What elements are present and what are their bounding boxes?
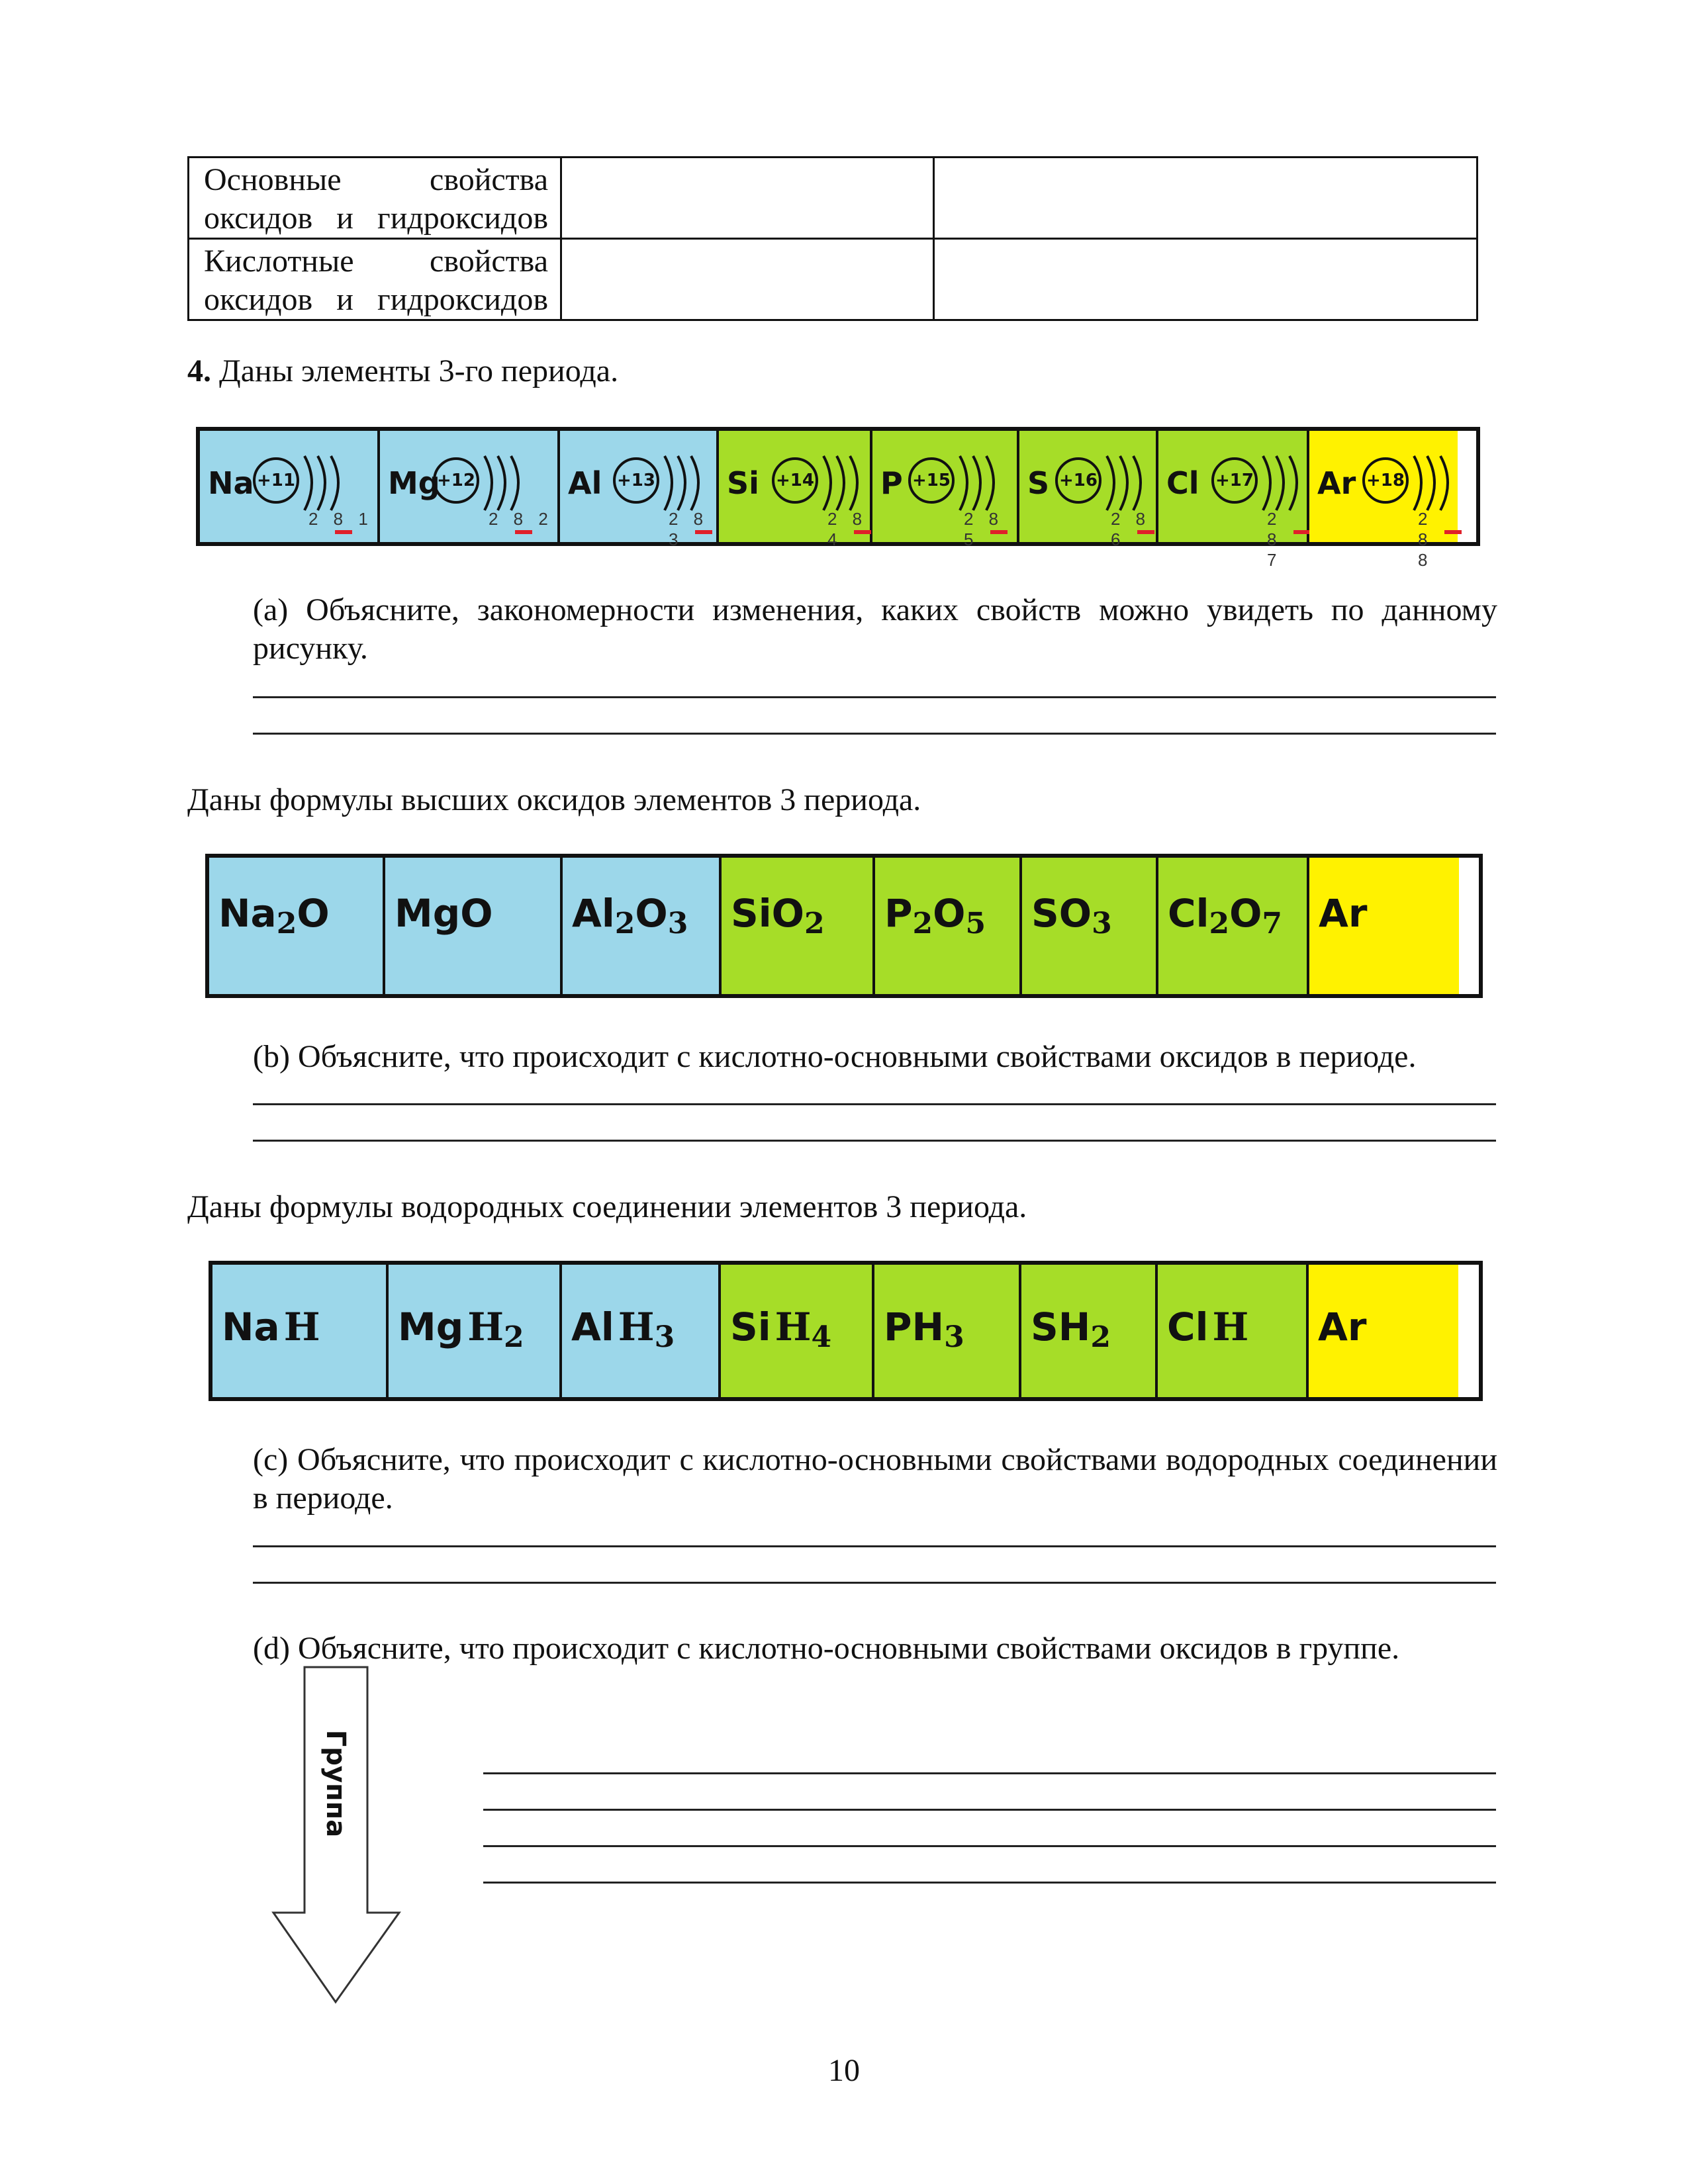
oxide-formula [572, 891, 688, 940]
hydride-formula [1167, 1304, 1248, 1349]
element-symbol: Ar [1317, 465, 1356, 501]
nucleus-charge: +11 [253, 457, 299, 504]
oxides-title: Даны формулы высших оксидов элементов 3 периода. [187, 782, 921, 817]
oxide-cell [1158, 858, 1309, 994]
element-symbol: Ar [1319, 891, 1368, 936]
answer-line[interactable] [483, 1809, 1496, 1811]
shell-electron-counts: 2 8 4 [827, 509, 868, 549]
element-symbol: Cl [1167, 1304, 1209, 1349]
oxide-formula [884, 891, 986, 940]
oxygen-symbol: O [771, 891, 804, 936]
nucleus-charge: +14 [772, 457, 818, 504]
shell-electron-counts: 2 8 5 [964, 509, 1004, 549]
element-symbol: Na [208, 465, 254, 501]
oxides-strip [205, 854, 1483, 998]
hydride-cell [874, 1265, 1021, 1397]
subscript: 2 [614, 907, 635, 940]
answer-line[interactable] [253, 696, 1496, 698]
valence-underline [695, 530, 712, 534]
element-symbol: Al [571, 1304, 614, 1349]
nucleus-charge: +15 [908, 457, 955, 504]
nucleus-charge: +17 [1211, 457, 1258, 504]
electron-shells-icon [1410, 449, 1463, 516]
hydrogen-symbol: H [283, 1304, 320, 1349]
oxygen-symbol: O [297, 891, 330, 936]
hydrides-strip [209, 1261, 1483, 1401]
element-symbol: SH [1031, 1304, 1091, 1349]
subscript: 2 [912, 907, 933, 940]
element-symbol: P [884, 891, 913, 936]
hydride-formula [571, 1304, 675, 1354]
hydride-formula [730, 1304, 831, 1354]
subscript: 4 [811, 1320, 832, 1354]
element-symbol: Ar [1318, 1304, 1367, 1349]
properties-table [187, 156, 1478, 321]
page-number: 10 [828, 2053, 860, 2088]
answer-line[interactable] [253, 1582, 1496, 1584]
oxygen-symbol: O [1058, 891, 1092, 936]
subscript: 2 [276, 907, 297, 940]
element-symbol: Al [572, 891, 615, 936]
element-symbol: S [1027, 465, 1050, 501]
oxide-cell [722, 858, 875, 994]
question-d: (d) Объясните, что происходит с кислотно-основными свойствами оксидов в группе. [253, 1631, 1400, 1666]
question-a: (a) Объясните, закономерности изменения, каких свойств можно увидеть по данному рисунку. [253, 592, 1497, 666]
element-cell [200, 431, 380, 542]
hydrogen-symbol: H [618, 1304, 655, 1349]
hydrides-title: Даны формулы водородных соединении элементов 3 периода. [187, 1189, 1027, 1224]
task-heading [187, 352, 618, 390]
subscript: 2 [504, 1320, 524, 1354]
subscript: 3 [667, 907, 688, 940]
element-cell [380, 431, 560, 542]
oxide-cell [563, 858, 722, 994]
element-cell [872, 431, 1019, 549]
hydride-cell [1021, 1265, 1158, 1397]
group-arrow-label-wrap [306, 1729, 365, 1838]
element-symbol: S [1031, 891, 1059, 936]
task-title: Даны элементы 3-го периода. [219, 353, 619, 388]
electron-shells-icon [661, 449, 714, 516]
element-symbol: Si [730, 1304, 771, 1349]
oxide-cell [385, 858, 563, 994]
oxide-formula [218, 891, 330, 940]
answer-line[interactable] [253, 1545, 1496, 1547]
answer-cell[interactable] [561, 239, 934, 320]
hydride-cell [721, 1265, 874, 1397]
oxygen-symbol: O [933, 891, 966, 936]
element-symbol: Na [218, 891, 277, 936]
nucleus-charge: +16 [1055, 457, 1102, 504]
element-symbol: Mg [395, 891, 461, 936]
oxide-cell [875, 858, 1022, 994]
shell-electron-counts: 2 8 6 [1111, 509, 1151, 549]
oxide-cell [1309, 858, 1459, 994]
shell-electron-counts: 2 8 3 [669, 509, 709, 549]
element-symbol: Si [727, 465, 759, 501]
element-symbol: PH [884, 1304, 945, 1349]
element-cell [1019, 431, 1158, 549]
electron-shells-icon [481, 449, 534, 516]
oxide-formula [731, 891, 825, 940]
element-symbol: P [880, 465, 903, 501]
hydride-cell [562, 1265, 721, 1397]
valence-underline [335, 530, 352, 534]
oxide-cell [209, 858, 385, 994]
oxygen-symbol: O [460, 891, 493, 936]
row-label: Основные свойства оксидов и гидроксидов [189, 158, 561, 239]
hydride-formula [884, 1304, 964, 1354]
answer-cell[interactable] [934, 158, 1477, 239]
valence-underline [515, 530, 532, 534]
element-symbol: Cl [1168, 891, 1209, 936]
electron-shells-icon [1103, 449, 1156, 516]
answer-line[interactable] [253, 733, 1496, 735]
electron-shells-strip [196, 427, 1480, 570]
hydride-formula [398, 1304, 524, 1354]
valence-underline [1137, 530, 1154, 534]
answer-line[interactable] [253, 1103, 1496, 1105]
group-arrow-label: Группа [320, 1729, 351, 1838]
subscript: 7 [1262, 907, 1283, 940]
valence-underline [990, 530, 1008, 534]
subscript: 5 [965, 907, 986, 940]
answer-cell[interactable] [934, 239, 1477, 320]
element-cell [560, 431, 719, 549]
nucleus-charge: +18 [1362, 457, 1409, 504]
hydrogen-symbol: H [467, 1304, 504, 1349]
shell-electron-counts: 2 8 1 [308, 509, 373, 529]
oxide-formula [1319, 891, 1368, 936]
element-symbol: Mg [388, 465, 440, 501]
hydride-cell [212, 1265, 389, 1397]
table-row [189, 158, 1477, 239]
hydride-cell [389, 1265, 562, 1397]
element-cell [719, 431, 872, 549]
element-symbol: Al [568, 465, 602, 501]
hydrogen-symbol: H [774, 1304, 812, 1349]
hydrogen-symbol: H [1212, 1304, 1249, 1349]
question-b: (b) Объясните, что происходит с кислотно-основными свойствами оксидов в периоде. [253, 1039, 1417, 1074]
subscript: 2 [804, 907, 825, 940]
subscript: 2 [1090, 1320, 1111, 1354]
subscript: 2 [1209, 907, 1230, 940]
hydride-formula [222, 1304, 320, 1349]
hydride-formula [1031, 1304, 1111, 1354]
subscript: 3 [654, 1320, 675, 1354]
oxide-cell [1022, 858, 1158, 994]
answer-line[interactable] [253, 1140, 1496, 1142]
hydride-formula [1318, 1304, 1367, 1349]
subscript: 3 [1092, 907, 1112, 940]
row-label: Кислотные свойства оксидов и гидроксидов [189, 239, 561, 320]
shell-electron-counts: 2 8 8 [1418, 509, 1433, 570]
element-symbol: Mg [398, 1304, 464, 1349]
element-cell [1309, 431, 1458, 570]
table-row [189, 239, 1477, 320]
hydride-cell [1158, 1265, 1309, 1397]
nucleus-charge: +12 [433, 457, 479, 504]
valence-underline [854, 530, 871, 534]
shell-electron-counts: 2 8 7 [1267, 509, 1282, 570]
subscript: 3 [944, 1320, 964, 1354]
element-symbol: Na [222, 1304, 280, 1349]
electron-shells-icon [820, 449, 872, 516]
hydride-cell [1309, 1265, 1458, 1397]
shell-electron-counts: 2 8 2 [489, 509, 553, 529]
oxide-formula [395, 891, 493, 936]
answer-line[interactable] [483, 1772, 1496, 1774]
electron-shells-icon [301, 449, 353, 516]
nucleus-charge: +13 [613, 457, 659, 504]
element-cell [1158, 431, 1309, 570]
question-c: (c) Объясните, что происходит с кислотно-основными свойствами водородных соединении в периоде. [253, 1442, 1497, 1516]
oxide-formula [1168, 891, 1282, 940]
answer-cell[interactable] [561, 158, 934, 239]
valence-underline [1293, 530, 1311, 534]
answer-line[interactable] [483, 1845, 1496, 1847]
oxide-formula [1031, 891, 1112, 940]
oxygen-symbol: O [1229, 891, 1262, 936]
electron-shells-icon [956, 449, 1009, 516]
electron-shells-icon [1259, 449, 1312, 516]
answer-line[interactable] [483, 1882, 1496, 1884]
valence-underline [1444, 530, 1462, 534]
element-symbol: Cl [1166, 465, 1199, 501]
oxygen-symbol: O [635, 891, 668, 936]
element-symbol: Si [731, 891, 772, 936]
task-number: 4. [187, 353, 211, 388]
